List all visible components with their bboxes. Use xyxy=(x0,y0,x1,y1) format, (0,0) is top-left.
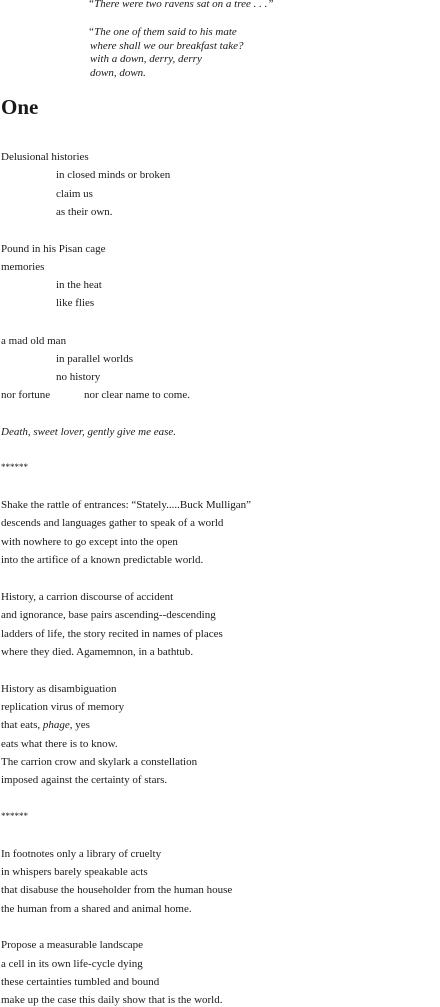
poem-line: imposed against the certainty of stars. xyxy=(1,774,168,786)
section-separator: ****** xyxy=(1,462,28,472)
poem-line: Shake the rattle of entrances: “Stately.....Buck Mulligan” xyxy=(1,499,252,511)
section-separator: ****** xyxy=(1,811,28,821)
poem-line: a cell in its own life-cycle dying xyxy=(1,958,143,970)
poem-line: replication virus of memory xyxy=(1,701,125,713)
poem-line: make up the case this daily show that is the world. xyxy=(1,994,223,1006)
poem-line: in the heat xyxy=(56,279,102,291)
poem-line: the human from a shared and animal home. xyxy=(1,903,192,915)
poem-line: History as disambiguation xyxy=(1,683,117,695)
epigraph-line: “The one of them said to his mate xyxy=(88,26,237,38)
poem-line: ladders of life, the story recited in names of places xyxy=(1,628,223,640)
poem-line: Propose a measurable landscape xyxy=(1,939,144,951)
poem-line-italic: Death, sweet lover, gently give me ease. xyxy=(1,426,177,438)
poem-line: where they died. Agamemnon, in a bathtub. xyxy=(1,646,194,658)
poem-line: like flies xyxy=(56,297,95,309)
poem-line: in parallel worlds xyxy=(56,353,133,365)
poem-line: History, a carrion discourse of accident xyxy=(1,591,174,603)
poem-line: into the artifice of a known predictable world. xyxy=(1,554,204,566)
poem-line: that disabuse the householder from the human house xyxy=(1,884,233,896)
poem-line xyxy=(1,718,90,732)
poem-line: The carrion crow and skylark a constellation xyxy=(1,756,198,768)
poem-text: that eats, xyxy=(1,719,43,731)
epigraph-line: down, down. xyxy=(90,67,146,79)
epigraph-line: with a down, derry, derry xyxy=(90,53,202,65)
poem-line: nor clear name to come. xyxy=(84,389,190,401)
poem-line: with nowhere to go except into the open xyxy=(1,536,178,548)
epigraph-line: “There were two ravens sat on a tree . . .” xyxy=(88,0,274,10)
poem-line: these certainties tumbled and bound xyxy=(1,976,160,988)
poem-line: a mad old man xyxy=(1,335,67,347)
poem-line: and ignorance, base pairs ascending--descending xyxy=(1,609,216,621)
poem-text: , yes xyxy=(69,719,90,731)
poem-line: eats what there is to know. xyxy=(1,738,118,750)
poem-line: nor fortune xyxy=(1,389,51,401)
poem-line: as their own. xyxy=(56,206,113,218)
poem-line: Pound in his Pisan cage xyxy=(1,243,106,255)
poem-line: In footnotes only a library of cruelty xyxy=(1,848,162,860)
poem-line: memories xyxy=(1,261,45,273)
poem-line: in closed minds or broken xyxy=(56,169,171,181)
section-heading: One xyxy=(1,95,39,119)
poem-line: Delusional histories xyxy=(1,151,89,163)
poem-line: descends and languages gather to speak of a world xyxy=(1,517,224,529)
poem-line: in whispers barely speakable acts xyxy=(1,866,148,878)
epigraph-line: where shall we our breakfast take? xyxy=(90,40,244,52)
poem-text-italic: phage xyxy=(42,719,70,731)
poem-line: no history xyxy=(56,371,101,383)
poem-line: claim us xyxy=(56,188,93,200)
